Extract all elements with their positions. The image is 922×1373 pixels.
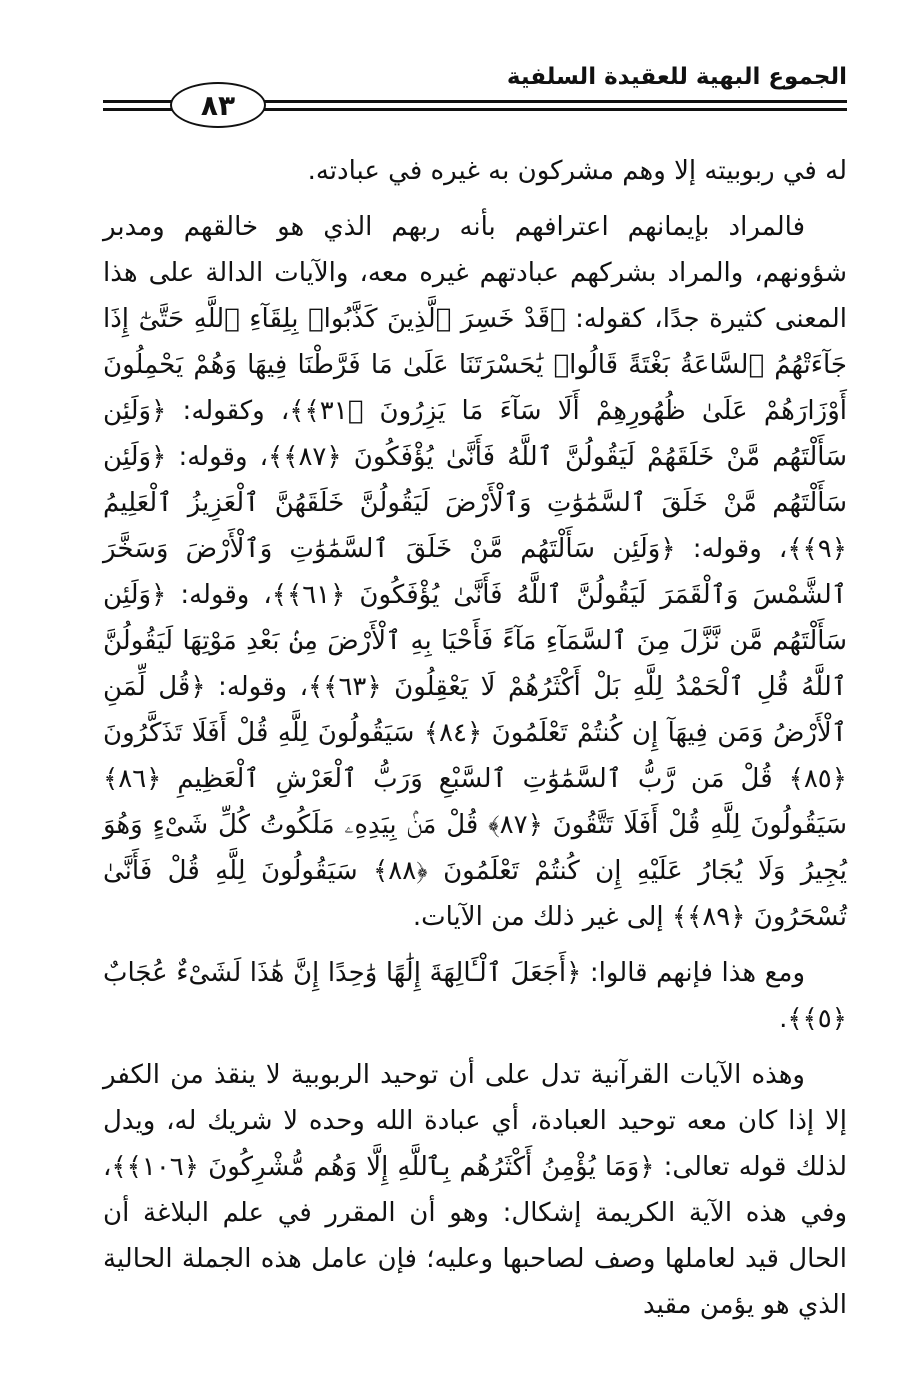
- page-number: ٨٣: [170, 82, 266, 128]
- paragraph: ومع هذا فإنهم قالوا: ﴿أَجَعَلَ ٱلْـَٔالِهَةَ إِلَٰهًا وَٰحِدًا إِنَّ هَٰذَا لَشَىْءٌ عُجَابٌ ﴿٥﴾﴾.: [103, 958, 847, 1034]
- paragraph: وهذه الآيات القرآنية تدل على أن توحيد الربوبية لا ينقذ من الكفر إلا إذا كان معه توحيد العبادة، أي عبادة الله وحده لا شريك له، ويدل لذلك قوله تعالى: ﴿وَمَا يُؤْمِنُ أَكْثَرُهُم بِٱللَّهِ إِلَّا وَهُم مُّشْرِكُونَ ﴿١٠٦﴾﴾، وفي هذه الآية الكريمة إشكال: وهو أن المقرر في علم البلاغة أن الحال قيد لعاملها وصف لصاحبها وعليه؛ فإن عامل هذه الجملة الحالية الذي هو يؤمن مقيد: [103, 1060, 847, 1320]
- paragraph: له في ربوبيته إلا وهم مشركون به غيره في عبادته.: [307, 156, 847, 186]
- paragraph: فالمراد بإيمانهم اعترافهم بأنه ربهم الذي هو خالقهم ومدبر شؤونهم، والمراد بشركهم عبادتهم غيره معه، والآيات الدالة على هذا المعنى كثيرة جدًا، كقوله: ﴿قَدْ خَسِرَ ٱلَّذِينَ كَذَّبُوا۟ بِلِقَآءِ ٱللَّهِ حَتَّىٰٓ إِذَا جَآءَتْهُمُ ٱلسَّاعَةُ بَغْتَةً قَالُوا۟ يَٰحَسْرَتَنَا عَلَىٰ مَا فَرَّطْنَا فِيهَا وَهُمْ يَحْمِلُونَ أَوْزَارَهُمْ عَلَىٰ ظُهُورِهِمْ أَلَا سَآءَ مَا يَزِرُونَ ﴿٣١﴾﴾، وكقوله: ﴿وَلَئِن سَأَلْتَهُم مَّنْ خَلَقَهُمْ لَيَقُولُنَّ ٱللَّهُ فَأَنَّىٰ يُؤْفَكُونَ ﴿٨٧﴾﴾، وقوله: ﴿وَلَئِن سَأَلْتَهُم مَّنْ خَلَقَ ٱلسَّمَٰوَٰتِ وَٱلْأَرْضَ لَيَقُولُنَّ خَلَقَهُنَّ ٱلْعَزِيزُ ٱلْعَلِيمُ ﴿٩﴾﴾، وقوله: ﴿وَلَئِن سَأَلْتَهُم مَّنْ خَلَقَ ٱلسَّمَٰوَٰتِ وَٱلْأَرْضَ وَسَخَّرَ ٱلشَّمْسَ وَٱلْقَمَرَ لَيَقُولُنَّ ٱللَّهُ فَأَنَّىٰ يُؤْفَكُونَ ﴿٦١﴾﴾، وقوله: ﴿وَلَئِن سَأَلْتَهُم مَّن نَّزَّلَ مِنَ ٱلسَّمَآءِ مَآءً فَأَحْيَا بِهِ ٱلْأَرْضَ مِنۢ بَعْدِ مَوْتِهَا لَيَقُولُنَّ ٱللَّهُ قُلِ ٱلْحَمْدُ لِلَّهِ بَلْ أَكْثَرُهُمْ لَا يَعْقِلُونَ ﴿٦٣﴾﴾، وقوله: ﴿قُل لِّمَنِ ٱلْأَرْضُ وَمَن فِيهَآ إِن كُنتُمْ تَعْلَمُونَ ﴿٨٤﴾ سَيَقُولُونَ لِلَّهِ قُلْ أَفَلَا تَذَكَّرُونَ ﴿٨٥﴾ قُلْ مَن رَّبُّ ٱلسَّمَٰوَٰتِ ٱلسَّبْعِ وَرَبُّ ٱلْعَرْشِ ٱلْعَظِيمِ ﴿٨٦﴾ سَيَقُولُونَ لِلَّهِ قُلْ أَفَلَا تَتَّقُونَ ﴿٨٧﴾ قُلْ مَنۢ بِيَدِهِۦ مَلَكُوتُ كُلِّ شَىْءٍ وَهُوَ يُجِيرُ وَلَا يُجَارُ عَلَيْهِ إِن كُنتُمْ تَعْلَمُونَ ﴿٨٨﴾ سَيَقُولُونَ لِلَّهِ قُلْ فَأَنَّىٰ تُسْحَرُونَ ﴿٨٩﴾﴾ إلى غير ذلك من الآيات.: [103, 212, 848, 932]
- page-body: [103, 148, 847, 1328]
- book-title: الجموع البهية للعقيدة السلفية: [506, 64, 847, 90]
